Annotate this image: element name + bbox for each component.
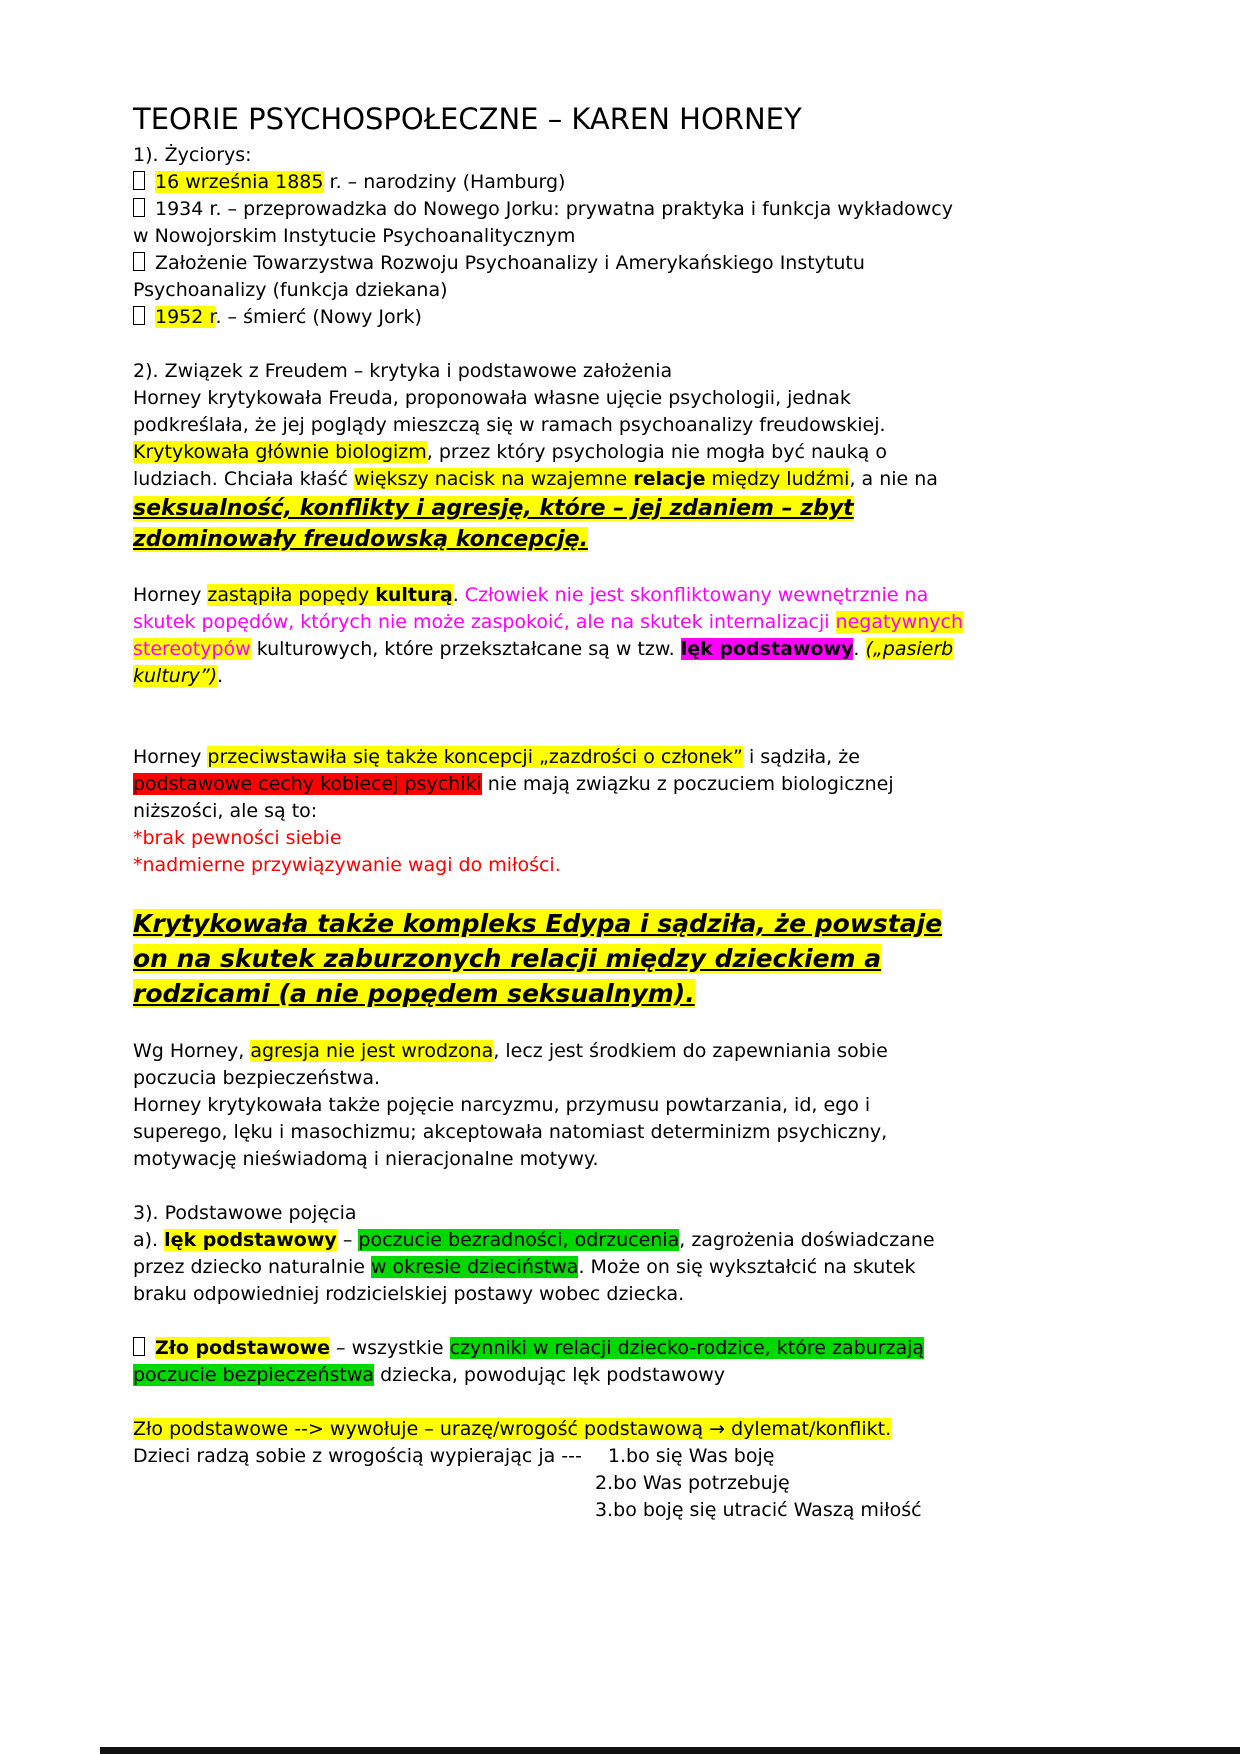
narcissism-paragraph	[133, 1092, 965, 1173]
penis-envy-paragraph	[133, 744, 965, 825]
bio-item-1	[133, 169, 965, 196]
text-run: .	[452, 584, 465, 606]
text-run: Założenie Towarzystwa Rozwoju Psychoanalizy i Amerykańskiego Instytutu Psychoanalizy (funkcja dziekana)	[133, 252, 865, 301]
blank-line	[133, 717, 965, 744]
repression-line	[133, 1443, 965, 1470]
text-run: zastąpiła popędy	[207, 584, 376, 606]
basic-evil-chain	[133, 1416, 965, 1443]
text-run: lęk podstawowy	[680, 638, 854, 660]
text-run: seksualność, konflikty i agresję, które – jej zdaniem – zbyt zdominowały freudowską koncepcję.	[133, 496, 854, 552]
text-run: agresja nie jest wrodzona	[250, 1040, 494, 1062]
culture-paragraph	[133, 582, 965, 690]
repression-reason-2	[133, 1470, 965, 1497]
text-run: *brak pewności siebie	[133, 827, 342, 849]
text-run: Horney	[133, 746, 208, 768]
text-run: , a nie na	[849, 468, 938, 490]
text-run: kulturowych, które przekształcane są w tzw.	[250, 638, 681, 660]
text-run: 3.bo boję się utracić Waszą miłość	[595, 1499, 922, 1521]
freud-critique-paragraph	[133, 385, 965, 555]
text-run: 3). Podstawowe pojęcia	[133, 1202, 357, 1224]
text-run: .	[217, 665, 224, 687]
section-3-heading	[133, 1200, 965, 1227]
trait-item-2	[133, 852, 965, 879]
bullet-box-icon	[133, 252, 145, 271]
text-run: Horney krytykowała Freuda, proponowała własne ujęcie psychologii, jednak podkreślała, że jej poglądy mieszczą się w ramach psychoanalizy freudowskiej.	[133, 387, 886, 436]
aggression-paragraph	[133, 1038, 965, 1092]
blank-line	[133, 555, 965, 582]
text-run: negatywnych stereotypów	[133, 611, 963, 660]
text-run: Dzieci radzą sobie z wrogością wypierając ja ---	[133, 1445, 582, 1467]
basic-evil-item	[133, 1335, 965, 1389]
text-run: 2). Związek z Freudem – krytyka i podstawowe założenia	[133, 360, 673, 382]
text-run: przeciwstawiła się także koncepcji „zazdrości o członek”	[207, 746, 743, 768]
blank-line	[133, 879, 965, 906]
text-run: 1934 r. – przeprowadzka do Nowego Jorku: prywatna praktyka i funkcja wykładowcy w Nowojorskim Instytucie Psychoanalitycznym	[133, 198, 953, 247]
text-run: relacje	[633, 468, 706, 490]
text-run: – wszystkie	[330, 1337, 450, 1359]
text-run: kulturą	[375, 584, 453, 606]
text-run: Krytykowała głównie biologizm	[133, 441, 427, 463]
basic-anxiety-paragraph	[133, 1227, 965, 1308]
blank-line	[133, 1173, 965, 1200]
text-run: .	[853, 638, 866, 660]
text-run: w okresie dzieciństwa	[370, 1256, 579, 1278]
bio-item-2	[133, 196, 965, 250]
text-run: 2.bo Was potrzebuję	[595, 1472, 790, 1494]
text-run: Horney krytykowała także pojęcie narcyzmu, przymusu powtarzania, id, ego i superego, lęku i masochizmu; akceptowała natomiast determinizm psychiczny, motywację nieświadomą i nieracjonalne motywy.	[133, 1094, 888, 1170]
doc-title	[133, 100, 965, 138]
text-run: lęk podstawowy	[164, 1229, 337, 1251]
text-run: między ludźmi	[705, 468, 850, 490]
text-run: 1). Życiorys:	[133, 144, 252, 166]
blank-line	[133, 331, 965, 358]
section-2-heading	[133, 358, 965, 385]
doc-title-text: TEORIE PSYCHOSPOŁECZNE – KAREN HORNEY	[133, 102, 802, 136]
blank-line	[133, 1389, 965, 1416]
text-run: Zło podstawowe --> wywołuje – urazę/wrogość podstawową → dylemat/konflikt.	[133, 1418, 892, 1440]
blank-line	[133, 1308, 965, 1335]
text-run: Horney	[133, 584, 208, 606]
text-run: , zagrożenia doświadczane przez dziecko naturalnie	[133, 1229, 935, 1278]
text-run: podstawowe cechy kobiecej psychiki	[133, 773, 482, 795]
text-run: („pasierb kultury”)	[133, 638, 954, 687]
text-run: 16 września 1885	[155, 171, 324, 193]
repression-reason-3	[133, 1497, 965, 1524]
bullet-box-icon	[133, 1337, 145, 1356]
text-run: Zło podstawowe	[155, 1337, 331, 1359]
text-run: i sądziła, że	[742, 746, 860, 768]
text-run: większy nacisk na wzajemne	[354, 468, 634, 490]
text-run: . Może on się wykształcić na skutek braku odpowiedniej rodzicielskiej postawy wobec dziecka.	[133, 1256, 916, 1305]
blank-line	[133, 1011, 965, 1038]
text-run: nie mają związku z poczuciem biologicznej niższości, ale są to:	[133, 773, 894, 822]
blank-line	[133, 690, 965, 717]
page-bottom-edge	[100, 1747, 1240, 1754]
trait-item-1	[133, 825, 965, 852]
text-run: Człowiek nie jest skonfliktowany wewnętrznie na skutek popędów, których nie może zaspokoić, ale na skutek internalizacji	[133, 584, 929, 633]
text-run: , lecz jest środkiem do zapewniania sobie poczucia bezpieczeństwa.	[133, 1040, 888, 1089]
oedipus-heading	[133, 906, 965, 1011]
text-run: –	[336, 1229, 359, 1251]
text-run: , przez który psychologia nie mogła być nauką o ludziach. Chciała kłaść	[133, 441, 887, 490]
text-run: Wg Horney,	[133, 1040, 251, 1062]
text-run: r. – narodziny (Hamburg)	[323, 171, 566, 193]
bullet-box-icon	[133, 198, 145, 217]
text-run: czynniki w relacji dziecko-rodzice, które zaburzają poczucie bezpieczeństwa	[133, 1337, 925, 1386]
text-run: . – śmierć (Nowy Jork)	[215, 306, 422, 328]
bio-item-4	[133, 304, 965, 331]
text-run: Krytykowała także kompleks Edypa i sądziła, że powstaje on na skutek zaburzonych relacji między dzieckiem a rodzicami (a nie popędem seksualnym).	[133, 909, 943, 1008]
bullet-box-icon	[133, 171, 145, 190]
text-run: dziecka, powodując lęk podstawowy	[374, 1364, 725, 1386]
text-run: 1952 r	[155, 306, 216, 328]
text-run: *nadmierne przywiązywanie wagi do miłości.	[133, 854, 561, 876]
section-1-heading	[133, 142, 965, 169]
bio-item-3	[133, 250, 965, 304]
text-run: a).	[133, 1229, 165, 1251]
bullet-box-icon	[133, 306, 145, 325]
text-run: 1.bo się Was boję	[607, 1445, 775, 1467]
text-run: poczucie bezradności, odrzucenia	[358, 1229, 680, 1251]
